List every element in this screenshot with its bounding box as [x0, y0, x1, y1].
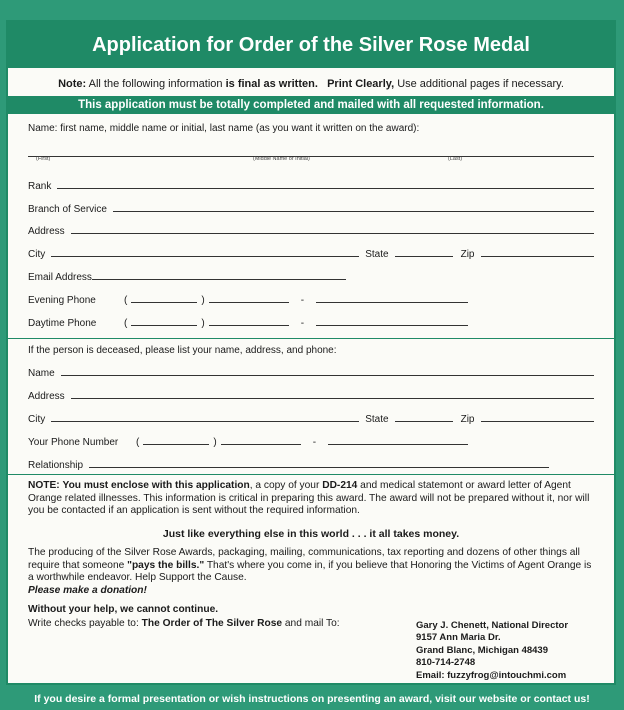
city-field[interactable]: [51, 256, 359, 257]
zip-field[interactable]: [481, 256, 595, 257]
name-instruction-row: [28, 118, 594, 134]
deceased-intro: If the person is deceased, please list your name, address, and phone:: [28, 345, 337, 356]
note-line: [8, 72, 614, 96]
enclose-note-text2: and medical statemont or award letter of Agent Orange related illnesses. This information is critical in preparing this award. The award will not be prepared without it, nor will you be contacted if an application is sent without the required information.: [28, 480, 590, 516]
relationship-field[interactable]: [89, 467, 549, 468]
state-field[interactable]: [395, 256, 453, 257]
your-phone-row: Your Phone Number ( ) -: [28, 432, 594, 448]
deceased-city-field[interactable]: [51, 421, 359, 422]
note-final: is final as written.: [225, 78, 318, 90]
evening-prefix-field[interactable]: [209, 302, 289, 303]
your-phone-label: Your Phone Number: [28, 437, 119, 448]
producing-text2: That's where you come in, if you believe that Honoring the Victims of Agent Orange is a worthwhile endeavor. Help Support the Cause.: [28, 559, 592, 583]
branch-row: [28, 199, 594, 215]
deceased-address-label: Address: [28, 391, 65, 402]
daytime-area-code-field[interactable]: [131, 325, 197, 326]
deceased-zip-label: Zip: [460, 414, 475, 425]
deceased-state-field[interactable]: [395, 421, 453, 422]
checks-payee: The Order of The Silver Rose: [141, 618, 283, 629]
email-field[interactable]: [92, 279, 346, 280]
contact-email: Email: fuzzyfrog@intouchmi.com: [416, 669, 567, 681]
without-help: Without your help, we cannot continue.: [28, 604, 219, 615]
note-print: Print Clearly,: [327, 78, 395, 90]
application-form: [6, 20, 616, 685]
evening-number-field[interactable]: [316, 302, 468, 303]
daytime-prefix-field[interactable]: [209, 325, 289, 326]
first-name-sublabel: (First): [36, 156, 51, 162]
enclose-note-text1: , a copy of your: [249, 480, 320, 491]
your-area-code-field[interactable]: [143, 444, 209, 445]
deceased-zip-field[interactable]: [481, 421, 595, 422]
state-label: State: [365, 249, 389, 260]
enclose-note-dd214: DD-214: [322, 480, 358, 491]
section-divider: [8, 338, 614, 339]
deceased-address-row: [28, 386, 594, 402]
donation-callout: Please make a donation!: [28, 584, 147, 596]
enclose-note-bold: You must enclose with this application: [62, 480, 250, 491]
full-name-field[interactable]: [28, 144, 594, 160]
checks-text1: Write checks payable to:: [28, 618, 139, 629]
completion-banner: This application must be totally completed and mailed with all requested information.: [8, 96, 614, 114]
checks-text2: and mail To:: [284, 618, 340, 629]
deceased-name-field[interactable]: [61, 375, 594, 376]
contact-phone: 810-714-2748: [416, 657, 476, 669]
deceased-city-label: City: [28, 414, 46, 425]
city-state-zip-row: [28, 244, 594, 260]
full-name-line[interactable]: [28, 156, 594, 157]
note-text2: Use additional pages if necessary.: [397, 78, 564, 90]
email-row: [28, 267, 594, 283]
rank-label: Rank: [28, 181, 52, 192]
deceased-name-label: Name: [28, 368, 55, 379]
relationship-row: [28, 455, 594, 471]
deceased-intro-row: [28, 340, 594, 356]
contact-city: Grand Blanc, Michigan 48439: [416, 644, 548, 656]
evening-phone-label: Evening Phone: [28, 295, 96, 306]
form-title: Application for Order of the Silver Rose Medal: [8, 22, 614, 68]
daytime-phone-label: Daytime Phone: [28, 318, 97, 329]
enclose-note-label: NOTE:: [28, 480, 60, 491]
section-divider-2: [8, 474, 614, 475]
money-heading: Just like everything else in this world . . . it all takes money.: [162, 528, 460, 540]
daytime-number-field[interactable]: [316, 325, 468, 326]
rank-field[interactable]: [57, 188, 594, 189]
address-label: Address: [28, 226, 65, 237]
city-label: City: [28, 249, 46, 260]
address-row: [28, 221, 594, 237]
enclose-note: [28, 480, 594, 518]
mailing-address: [416, 620, 568, 682]
note-label: Note:: [58, 78, 87, 90]
deceased-city-state-zip-row: [28, 409, 594, 425]
zip-label: Zip: [460, 249, 475, 260]
evening-phone-row: Evening Phone ( ) -: [28, 290, 594, 306]
deceased-address-field[interactable]: [71, 398, 594, 399]
daytime-phone-row: Daytime Phone ( ) -: [28, 313, 594, 329]
last-name-sublabel: (Last): [448, 156, 463, 162]
producing-text1: The producing of the Silver Rose Awards, packaging, mailing, communications, tax reporting and dozens of other things all require that someone: [28, 547, 580, 571]
deceased-name-row: [28, 363, 594, 379]
email-label: Email Address: [28, 272, 92, 283]
name-instruction: Name: first name, middle name or initial, last name (as you want it written on the award):: [28, 123, 420, 134]
evening-area-code-field[interactable]: [131, 302, 197, 303]
branch-field[interactable]: [113, 211, 594, 212]
middle-name-sublabel: (Middle Name or Initial): [253, 156, 310, 162]
address-field[interactable]: [71, 233, 594, 234]
contact-name: Gary J. Chenett, National Director: [416, 620, 569, 631]
rank-row: [28, 176, 594, 192]
footer-banner: If you desire a formal presentation or wish instructions on presenting an award, visit our website or contact us!: [34, 693, 590, 705]
note-text1: All the following information: [88, 78, 223, 90]
branch-label: Branch of Service: [28, 204, 107, 215]
pays-the-bills: "pays the bills.": [127, 559, 205, 571]
deceased-state-label: State: [365, 414, 389, 425]
your-prefix-field[interactable]: [221, 444, 301, 445]
relationship-label: Relationship: [28, 460, 84, 471]
contact-street: 9157 Ann Maria Dr.: [416, 632, 501, 644]
producing-paragraph: [28, 547, 594, 597]
your-number-field[interactable]: [328, 444, 468, 445]
